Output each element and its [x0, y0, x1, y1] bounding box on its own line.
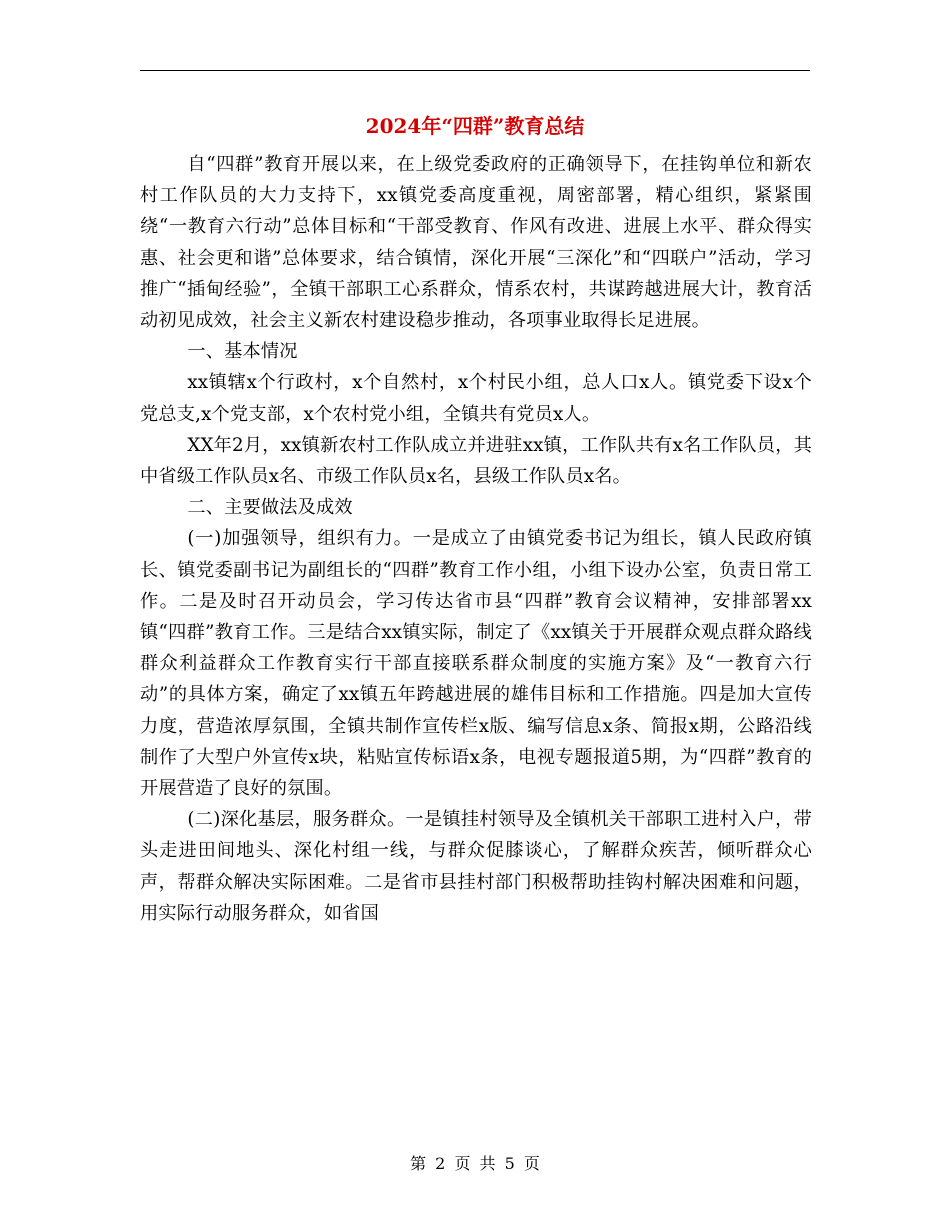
section-heading-basic-situation: 一、基本情况 — [187, 341, 298, 363]
header-rule — [140, 70, 810, 71]
page-number-footer: 第 2 页 共 5 页 — [410, 1154, 540, 1173]
paragraph-grassroots: (二)深化基层，服务群众。一是镇挂村领导及全镇机关干部职工进村入户，带头走进田间地头、深化村组一线，与群众促膝谈心，了解群众疾苦，倾听群众心声，帮群众解决实际困难。二是省市县挂村部门积极帮助挂钩村解决困难和问题，用实际行动服务群众，如省国 — [140, 809, 812, 924]
section-heading-main-practices: 二、主要做法及成效 — [187, 497, 353, 519]
paragraph-work-team: XX年2月，xx镇新农村工作队成立并进驻xx镇，工作队共有x名工作队员，其中省级工作队员x名、市级工作队员x名，县级工作队员x名。 — [140, 434, 812, 488]
document-title: 2024年“四群”教育总结 — [365, 114, 585, 138]
paragraph-intro: 自“四群”教育开展以来，在上级党委政府的正确领导下，在挂钩单位和新农村工作队员的大力支持下，xx镇党委高度重视，周密部署，精心组织，紧紧围绕“一教育六行动”总体目标和“干部受教育、作风有改进、进展上水平、群众得实惠、社会更和谐”总体要求，结合镇情，深化开展“三深化”和“四联户”活动，学习推广“插甸经验”，全镇干部职工心系群众，情系农村，共谋跨越进展大计，教育活动初见成效，社会主义新农村建设稳步推动，各项事业取得长足进展。 — [140, 154, 812, 332]
paragraph-leadership: (一)加强领导，组织有力。一是成立了由镇党委书记为组长，镇人民政府镇长、镇党委副书记为副组长的“四群”教育工作小组，小组下设办公室，负责日常工作。二是及时召开动员会，学习传达省市县“四群”教育会议精神，安排部署xx镇“四群”教育工作。三是结合xx镇实际，制定了《xx镇关于开展群众观点群众路线群众利益群众工作教育实行干部直接联系群众制度的实施方案》及“一教育六行动”的具体方案，确定了xx镇五年跨越进展的雄伟目标和工作措施。四是加大宣传力度，营造浓厚氛围，全镇共制作宣传栏x版、编写信息x条、简报x期，公路沿线制作了大型户外宣传x块，粘贴宣传标语x条，电视专题报道5期，为“四群”教育的开展营造了良好的氛围。 — [140, 528, 812, 800]
document-body — [140, 149, 812, 929]
paragraph-basic-situation: xx镇辖x个行政村，x个自然村，x个村民小组，总人口x人。镇党委下设x个党总支,x个党支部，x个农村党小组，全镇共有党员x人。 — [140, 372, 812, 425]
